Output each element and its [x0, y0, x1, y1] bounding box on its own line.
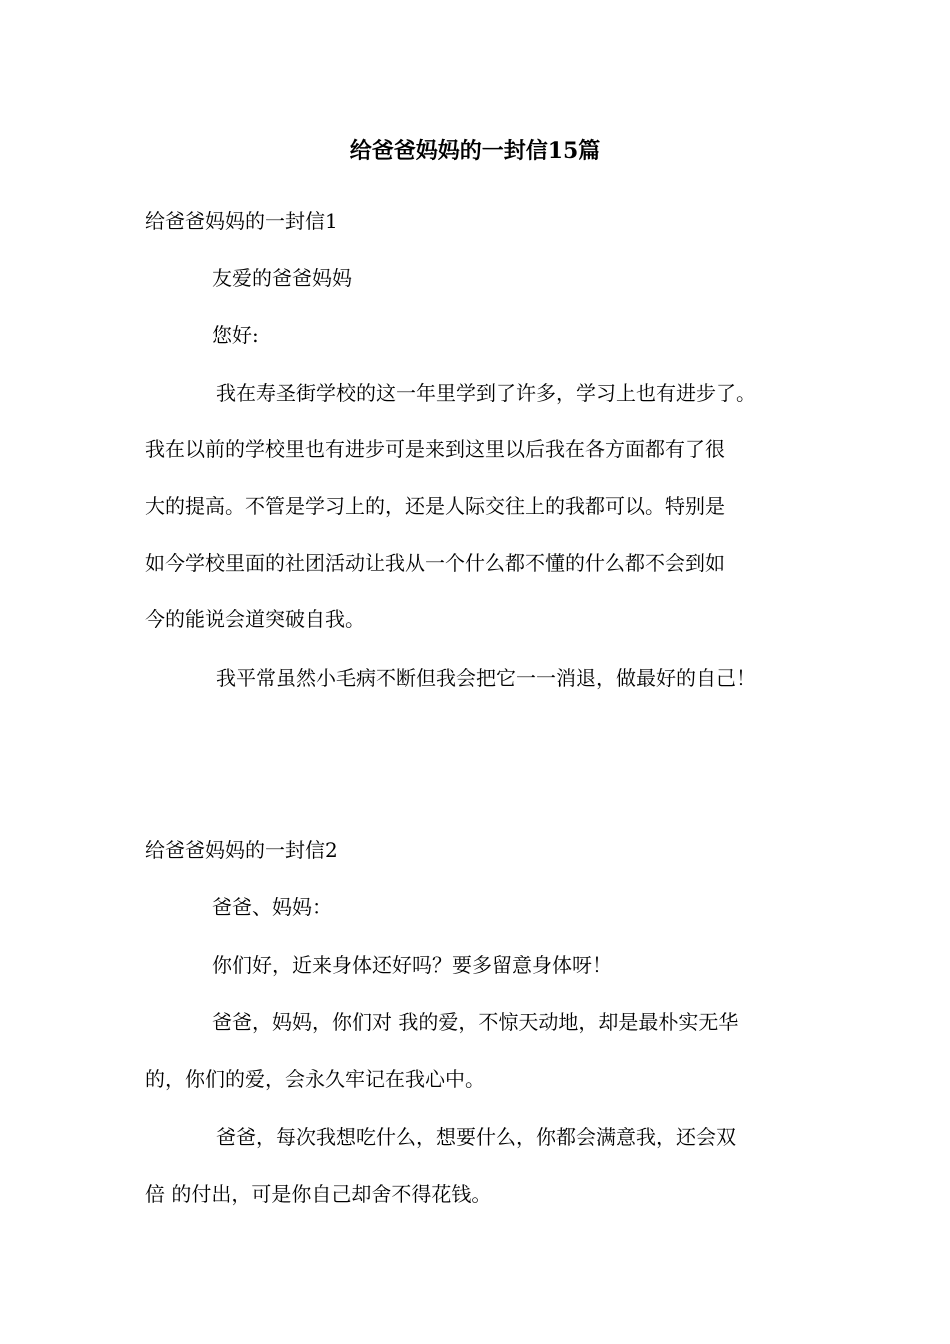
letter1-paragraph1-line2: 我在以前的学校里也有进步可是来到这里以后我在各方面都有了很 — [145, 437, 725, 461]
letter1-paragraph1-line3: 大的提高。不管是学习上的，还是人际交往上的我都可以。特别是 — [145, 494, 725, 518]
letter2-heading: 给爸爸妈妈的一封信2 — [145, 838, 338, 862]
letter1-salutation: 友爱的爸爸妈妈 — [212, 266, 352, 290]
letter1-paragraph1-line1: 我在寿圣街学校的这一年里学到了许多，学习上也有进步了。 — [216, 381, 756, 405]
letter1-greeting: 您好: — [212, 323, 259, 347]
letter2-paragraph1-line1: 爸爸，妈妈，你们对 我的爱，不惊天动地，却是最朴实无华 — [212, 1010, 739, 1034]
letter1-paragraph1-line5: 今的能说会道突破自我。 — [145, 607, 365, 631]
letter2-paragraph2-line1: 爸爸，每次我想吃什么，想要什么，你都会满意我，还会双 — [216, 1125, 736, 1149]
letter1-paragraph1-line4: 如今学校里面的社团活动让我从一个什么都不懂的什么都不会到如 — [145, 551, 725, 575]
letter2-salutation: 爸爸、妈妈： — [212, 895, 332, 919]
letter1-paragraph2-line1: 我平常虽然小毛病不断但我会把它一一消退，做最好的自己！ — [216, 666, 756, 690]
letter1-heading: 给爸爸妈妈的一封信1 — [145, 209, 338, 233]
letter2-paragraph2-line2: 倍 的付出，可是你自己却舍不得花钱。 — [145, 1182, 492, 1206]
document-title: 给爸爸妈妈的一封信15篇 — [349, 138, 601, 164]
letter2-paragraph1-line2: 的，你们的爱，会永久牢记在我心中。 — [145, 1067, 485, 1091]
letter2-greeting: 你们好，近来身体还好吗？要多留意身体呀！ — [212, 953, 612, 977]
